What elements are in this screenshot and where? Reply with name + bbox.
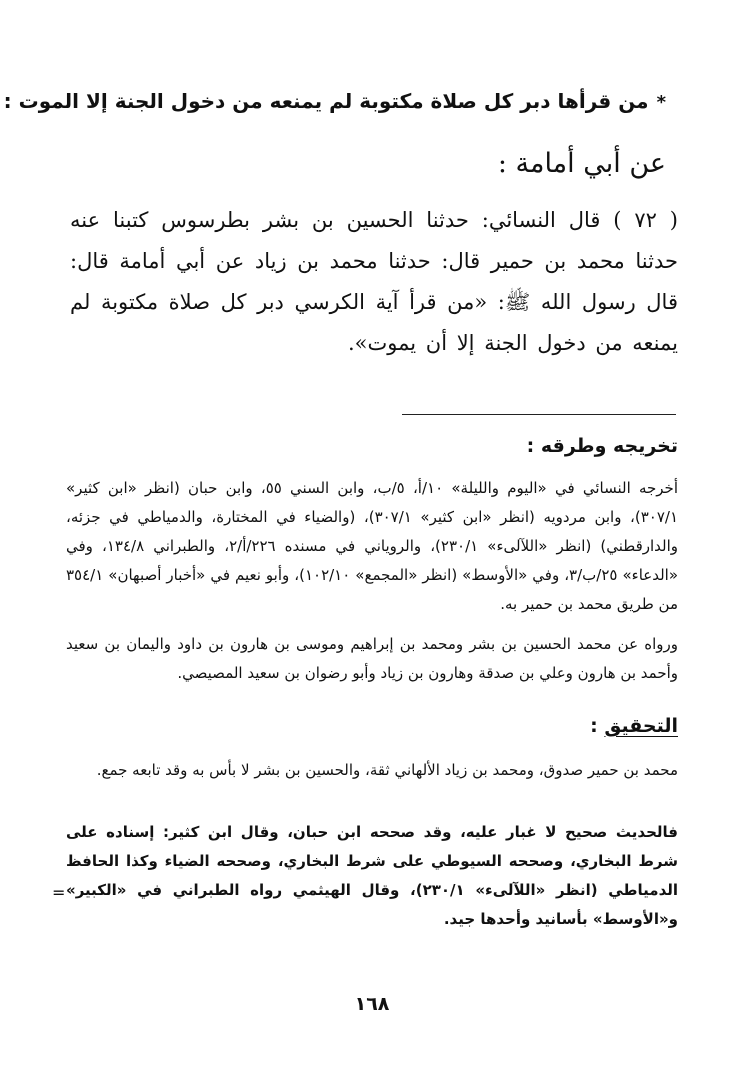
tahqiq-paragraph-2: فالحديث صحيح لا غبار عليه، وقد صححه ابن حبان، وقال ابن كثير: إسناده على شرط البخاري، وصححه السيوطي على شرط البخاري، وصححه الضياء وكذا الحافظ الدمياطي (انظر «اللآلىء» ٢٣٠/١)، وقال الهيثمي رواه الطبراني في «الكبير» و«الأوسط» بأسانيد وأحدها جيد. (66, 823, 679, 928)
section-heading (3, 86, 666, 118)
section-heading-text: من قرأها دبر كل صلاة مكتوبة لم يمنعه من دخول الجنة إلا الموت : (3, 89, 649, 113)
page-number: ١٦٨ (354, 993, 390, 1015)
tahqiq-paragraph-1: محمد بن حمير صدوق، ومحمد بن زياد الألهاني ثقة، والحسين بن بشر لا بأس به وقد تابعه جمع. (96, 761, 678, 779)
separator-rule (402, 414, 676, 415)
narrator-line: عن أبي أمامة : (497, 148, 666, 179)
takhrij-paragraph-1: أخرجه النسائي في «اليوم والليلة» ١٠/أ، ٥/ب، وابن السني ٥٥، وابن حبان (انظر «ابن كثير» ٣٠٧/١)، وابن مردويه (انظر «ابن كثير» ٣٠٧/١)، (والضياء في المختارة، والدمياطي في جزئه، والدارقطني) (انظر «اللآلىء» ٢٣٠/١)، والروياني في مسنده ٢٢٦/أ/٢، والطبراني ١٣٤/٨، وفي «الدعاء» ٢٥/ب/٣، وفي «الأوسط» (انظر «المجمع» ١٠٢/١٠)، وأبو نعيم في «أخبار أصبهان» ٣٥٤/١ من طريق محمد بن حمير به. (66, 479, 679, 613)
takhrij-paragraph-2: ورواه عن محمد الحسين بن بشر ومحمد بن إبراهيم وموسى بن هارون بن داود واليمان بن سعيد وأحمد بن هارون وعلي بن صدقة وهارون بن زياد وأبو رضوان بن سعيد المصيصي. (66, 635, 678, 682)
star-mark: * (656, 92, 666, 113)
hadith-text: ( ٧٢ ) قال النسائي: حدثنا الحسين بن بشر بطرسوس كتبنا عنه حدثنا محمد بن حمير قال: حدثنا محمد بن زياد عن أبي أمامة قال: قال رسول الله ﷺ: «من قرأ آية الكرسي دبر كل صلاة مكتوبة لم يمنعه من دخول الجنة إلا أن يموت». (70, 208, 678, 355)
tahqiq-heading-colon: : (590, 715, 605, 737)
takhrij-heading: تخريجه وطرقه : (526, 435, 678, 457)
tahqiq-heading (70, 712, 678, 740)
continuation-mark: = (52, 883, 66, 902)
tahqiq-heading-word: التحقيق (604, 715, 678, 737)
